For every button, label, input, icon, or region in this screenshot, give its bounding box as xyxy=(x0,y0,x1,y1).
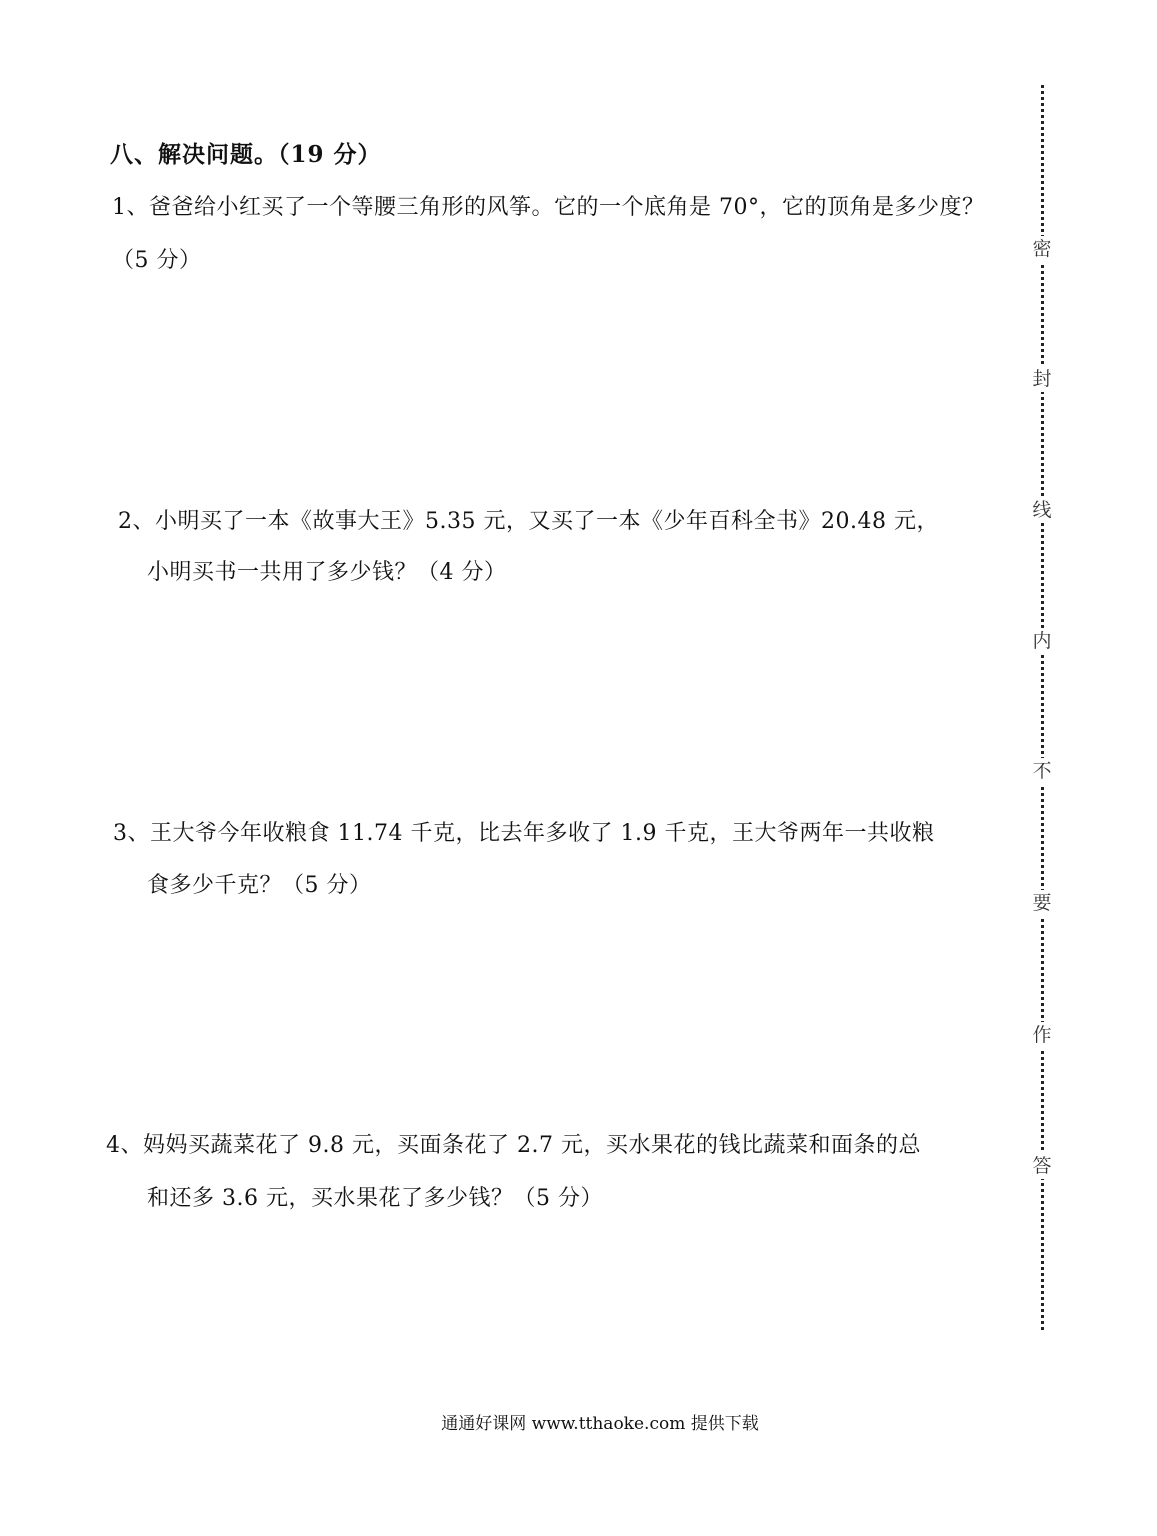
question-2-continuation: 小明买书一共用了多少钱？（4 分） xyxy=(147,560,507,585)
binding-char-4: 内 xyxy=(1030,628,1054,654)
binding-char-5: 不 xyxy=(1030,758,1054,784)
binding-char-2: 封 xyxy=(1030,366,1054,392)
binding-char-7: 作 xyxy=(1030,1022,1054,1048)
question-3-continuation: 食多少千克？（5 分） xyxy=(147,873,372,898)
binding-char-8: 答 xyxy=(1030,1153,1054,1179)
binding-char-3: 线 xyxy=(1030,497,1054,523)
binding-dotted-line xyxy=(1041,85,1044,1330)
question-1-text: 1、爸爸给小红买了一个等腰三角形的风筝。它的一个底角是 70°，它的顶角是多少度？ xyxy=(112,195,985,220)
footer-source: 通通好课网 www.tthaoke.com 提供下载 xyxy=(441,1414,759,1434)
question-2-text: 2、小明买了一本《故事大王》5.35 元，又买了一本《少年百科全书》20.48 元， xyxy=(118,509,939,534)
question-1-score: （5 分） xyxy=(112,248,202,273)
binding-char-1: 密 xyxy=(1030,236,1054,262)
binding-char-6: 要 xyxy=(1030,890,1054,916)
question-3-text: 3、王大爷今年收粮食 11.74 千克，比去年多收了 1.9 千克，王大爷两年一共收粮 xyxy=(113,821,935,846)
question-4-text: 4、妈妈买蔬菜花了 9.8 元，买面条花了 2.7 元，买水果花的钱比蔬菜和面条的总 xyxy=(106,1133,921,1158)
question-4-continuation: 和还多 3.6 元，买水果花了多少钱？（5 分） xyxy=(147,1186,603,1211)
section-title: 八、解决问题。（19 分） xyxy=(110,141,382,168)
